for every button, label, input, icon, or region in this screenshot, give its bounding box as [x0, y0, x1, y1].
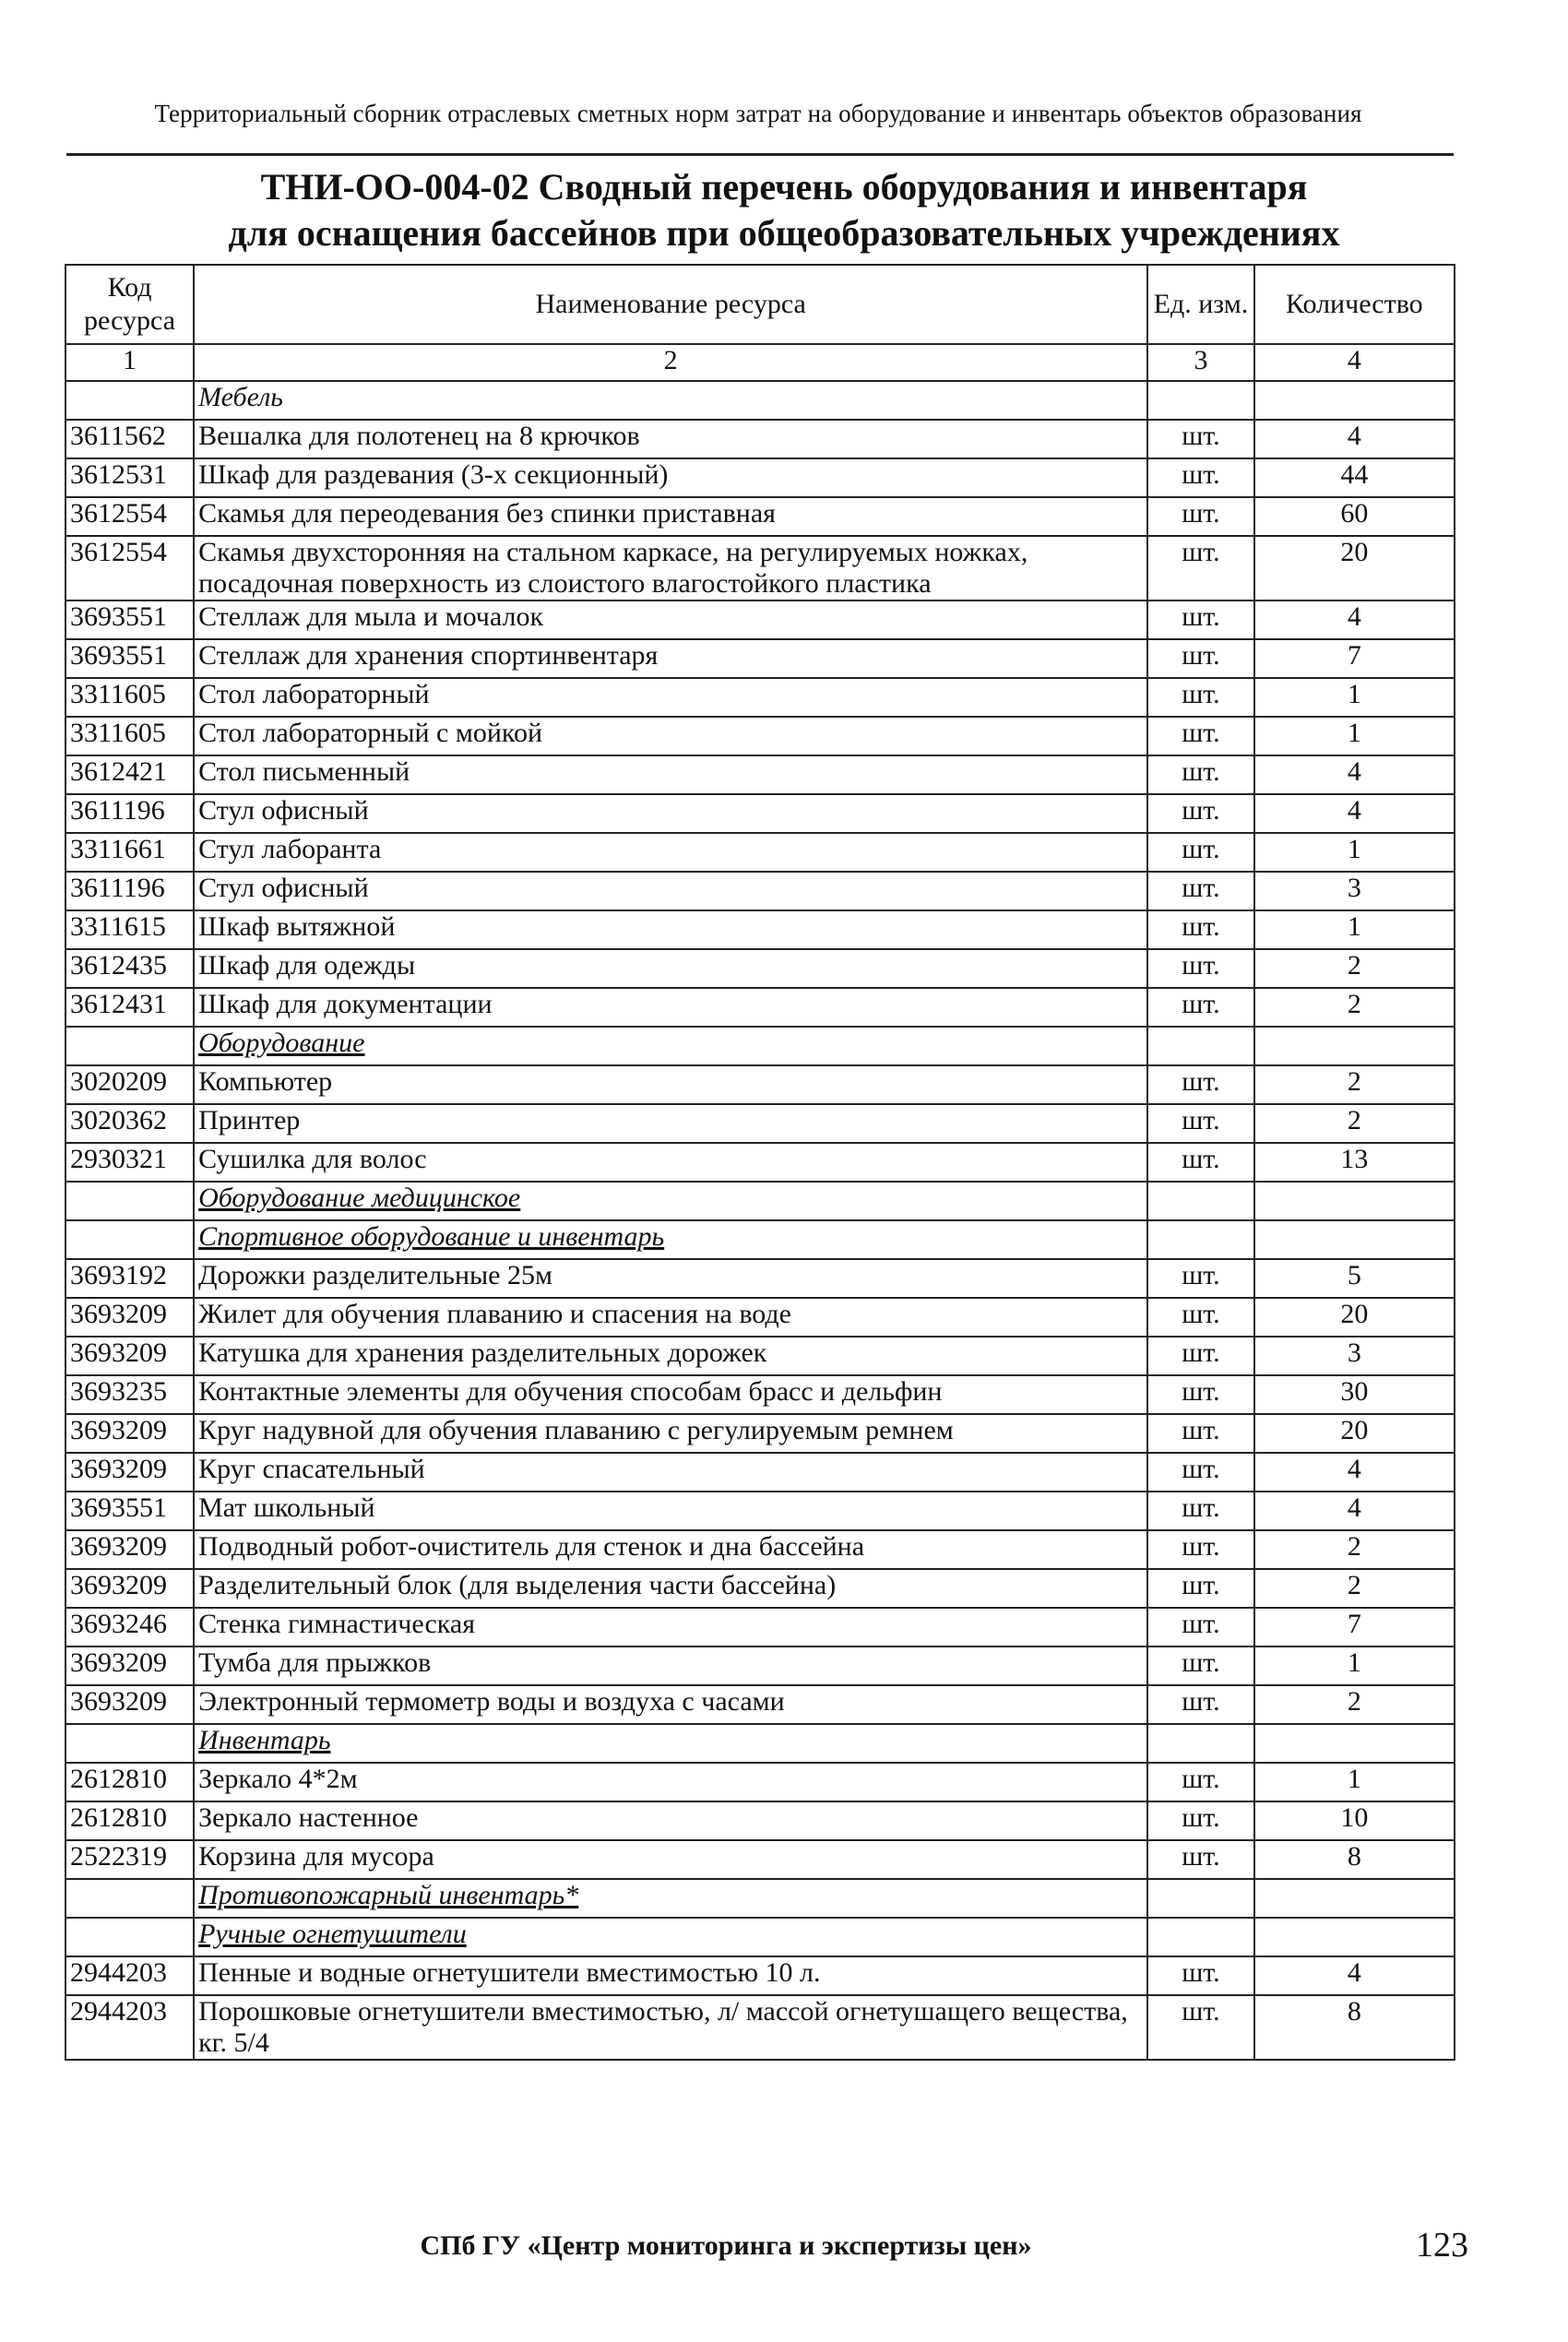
unit-cell: шт.: [1147, 988, 1253, 1027]
quantity-cell: 2: [1254, 949, 1455, 988]
column-numbers-row: [65, 344, 1455, 381]
section-row: [65, 1918, 1455, 1956]
unit-cell: шт.: [1147, 1763, 1253, 1801]
code-cell: 3611196: [65, 872, 194, 910]
code-cell: 3612554: [65, 497, 194, 536]
name-cell: Круг надувной для обучения плаванию с регулируемым ремнем: [194, 1414, 1147, 1453]
empty-cell: [1254, 1027, 1455, 1065]
unit-cell: шт.: [1147, 1530, 1253, 1569]
quantity-cell: 20: [1254, 1414, 1455, 1453]
section-row: [65, 1724, 1455, 1763]
document-title: [66, 164, 1502, 256]
unit-cell: шт.: [1147, 600, 1253, 639]
unit-cell: шт.: [1147, 1375, 1253, 1414]
header-rule: [66, 153, 1454, 156]
unit-cell: шт.: [1147, 1647, 1253, 1685]
code-cell: 3612421: [65, 755, 194, 794]
unit-cell: шт.: [1147, 755, 1253, 794]
table-row: [65, 1104, 1455, 1143]
name-cell: Шкаф для документации: [194, 988, 1147, 1027]
section-title: Оборудование медицинское: [194, 1182, 1147, 1220]
table-row: [65, 1259, 1455, 1298]
code-cell: 3693209: [65, 1685, 194, 1724]
code-cell: 2612810: [65, 1763, 194, 1801]
code-cell: 3693209: [65, 1298, 194, 1337]
empty-cell: [1147, 1027, 1253, 1065]
code-cell: 3612435: [65, 949, 194, 988]
table-row: [65, 717, 1455, 755]
empty-cell: [1254, 1918, 1455, 1956]
code-cell: 3693551: [65, 1492, 194, 1530]
table-row: [65, 600, 1455, 639]
code-cell: 3693209: [65, 1569, 194, 1608]
code-cell: 2944203: [65, 1956, 194, 1995]
unit-cell: шт.: [1147, 1569, 1253, 1608]
column-number: 1: [65, 344, 194, 381]
unit-cell: шт.: [1147, 639, 1253, 678]
quantity-cell: 2: [1254, 1065, 1455, 1104]
section-row: [65, 1220, 1455, 1259]
column-header-code: Код ресурса: [65, 265, 194, 344]
quantity-cell: 2: [1254, 1569, 1455, 1608]
quantity-cell: 4: [1254, 420, 1455, 458]
name-cell: Электронный термометр воды и воздуха с часами: [194, 1685, 1147, 1724]
table-row: [65, 949, 1455, 988]
quantity-cell: 4: [1254, 794, 1455, 833]
unit-cell: шт.: [1147, 497, 1253, 536]
column-header-unit: Ед. изм.: [1147, 265, 1253, 344]
table-row: [65, 1143, 1455, 1182]
code-cell: 3693235: [65, 1375, 194, 1414]
table-row: [65, 1685, 1455, 1724]
quantity-cell: 4: [1254, 755, 1455, 794]
quantity-cell: 4: [1254, 1956, 1455, 1995]
code-cell: 3612431: [65, 988, 194, 1027]
unit-cell: шт.: [1147, 1065, 1253, 1104]
section-title: Оборудование: [194, 1027, 1147, 1065]
name-cell: Принтер: [194, 1104, 1147, 1143]
code-cell: 3693192: [65, 1259, 194, 1298]
unit-cell: шт.: [1147, 678, 1253, 717]
section-title: Мебель: [194, 381, 1147, 420]
unit-cell: шт.: [1147, 1104, 1253, 1143]
name-cell: Разделительный блок (для выделения части бассейна): [194, 1569, 1147, 1608]
unit-cell: шт.: [1147, 1608, 1253, 1647]
name-cell: Порошковые огнетушители вместимостью, л/ массой огнетушащего вещества, кг. 5/4: [194, 1995, 1147, 2060]
table-row: [65, 1065, 1455, 1104]
empty-cell: [1254, 1182, 1455, 1220]
empty-cell: [1147, 1879, 1253, 1918]
table-row: [65, 1453, 1455, 1492]
column-number: 2: [194, 344, 1147, 381]
unit-cell: шт.: [1147, 1801, 1253, 1840]
name-cell: Скамья для переодевания без спинки приставная: [194, 497, 1147, 536]
quantity-cell: 1: [1254, 910, 1455, 949]
empty-cell: [65, 1724, 194, 1763]
unit-cell: шт.: [1147, 1453, 1253, 1492]
table-row: [65, 536, 1455, 600]
code-cell: 3311605: [65, 717, 194, 755]
code-cell: 3693551: [65, 639, 194, 678]
empty-cell: [65, 1879, 194, 1918]
name-cell: Стул офисный: [194, 872, 1147, 910]
empty-cell: [1147, 381, 1253, 420]
code-cell: 2930321: [65, 1143, 194, 1182]
code-cell: 3611196: [65, 794, 194, 833]
quantity-cell: 1: [1254, 833, 1455, 872]
unit-cell: шт.: [1147, 458, 1253, 497]
quantity-cell: 4: [1254, 1453, 1455, 1492]
quantity-cell: 8: [1254, 1840, 1455, 1879]
quantity-cell: 1: [1254, 678, 1455, 717]
name-cell: Шкаф для раздевания (3-х секционный): [194, 458, 1147, 497]
title-line-1: ТНИ-ОО-004-02 Сводный перечень оборудования и инвентаря: [260, 166, 1308, 208]
table-row: [65, 988, 1455, 1027]
name-cell: Стул лаборанта: [194, 833, 1147, 872]
empty-cell: [65, 1182, 194, 1220]
table-row: [65, 1375, 1455, 1414]
unit-cell: шт.: [1147, 1995, 1253, 2060]
code-cell: 3693209: [65, 1453, 194, 1492]
name-cell: Стол лабораторный: [194, 678, 1147, 717]
empty-cell: [65, 1220, 194, 1259]
table-row: [65, 1530, 1455, 1569]
empty-cell: [1254, 1220, 1455, 1259]
quantity-cell: 2: [1254, 1685, 1455, 1724]
section-row: [65, 1879, 1455, 1918]
quantity-cell: 7: [1254, 1608, 1455, 1647]
unit-cell: шт.: [1147, 1259, 1253, 1298]
name-cell: Вешалка для полотенец на 8 крючков: [194, 420, 1147, 458]
table-row: [65, 1995, 1455, 2060]
code-cell: 2944203: [65, 1995, 194, 2060]
table-row: [65, 497, 1455, 536]
column-number: 4: [1254, 344, 1455, 381]
table-row: [65, 1337, 1455, 1375]
name-cell: Скамья двухсторонняя на стальном каркасе, на регулируемых ножках, посадочная поверхность из слоистого влагостойкого пластика: [194, 536, 1147, 600]
quantity-cell: 1: [1254, 1763, 1455, 1801]
unit-cell: шт.: [1147, 536, 1253, 600]
name-cell: Тумба для прыжков: [194, 1647, 1147, 1685]
table-row: [65, 794, 1455, 833]
quantity-cell: 20: [1254, 536, 1455, 600]
name-cell: Стол письменный: [194, 755, 1147, 794]
unit-cell: шт.: [1147, 794, 1253, 833]
code-cell: 3693209: [65, 1647, 194, 1685]
table-row: [65, 1763, 1455, 1801]
unit-cell: шт.: [1147, 1956, 1253, 1995]
name-cell: Шкаф для одежды: [194, 949, 1147, 988]
column-number: 3: [1147, 344, 1253, 381]
unit-cell: шт.: [1147, 1143, 1253, 1182]
empty-cell: [65, 381, 194, 420]
name-cell: Катушка для хранения разделительных дорожек: [194, 1337, 1147, 1375]
quantity-cell: 2: [1254, 1530, 1455, 1569]
unit-cell: шт.: [1147, 833, 1253, 872]
empty-cell: [1254, 381, 1455, 420]
section-title: Спортивное оборудование и инвентарь: [194, 1220, 1147, 1259]
name-cell: Стенка гимнастическая: [194, 1608, 1147, 1647]
table-header-row: [65, 265, 1455, 344]
empty-cell: [1147, 1220, 1253, 1259]
unit-cell: шт.: [1147, 1840, 1253, 1879]
empty-cell: [1254, 1724, 1455, 1763]
table-row: [65, 1569, 1455, 1608]
name-cell: Стол лабораторный с мойкой: [194, 717, 1147, 755]
table-row: [65, 755, 1455, 794]
code-cell: 3693551: [65, 600, 194, 639]
table-row: [65, 1608, 1455, 1647]
name-cell: Пенные и водные огнетушители вместимостью 10 л.: [194, 1956, 1147, 1995]
quantity-cell: 8: [1254, 1995, 1455, 2060]
quantity-cell: 3: [1254, 1337, 1455, 1375]
code-cell: 3693209: [65, 1414, 194, 1453]
unit-cell: шт.: [1147, 910, 1253, 949]
empty-cell: [1147, 1918, 1253, 1956]
page-number: 123: [1416, 2226, 1468, 2265]
empty-cell: [1147, 1724, 1253, 1763]
quantity-cell: 5: [1254, 1259, 1455, 1298]
quantity-cell: 2: [1254, 988, 1455, 1027]
unit-cell: шт.: [1147, 1492, 1253, 1530]
code-cell: 3693209: [65, 1337, 194, 1375]
table-row: [65, 910, 1455, 949]
quantity-cell: 20: [1254, 1298, 1455, 1337]
empty-cell: [1147, 1182, 1253, 1220]
name-cell: Зеркало настенное: [194, 1801, 1147, 1840]
code-cell: 2612810: [65, 1801, 194, 1840]
name-cell: Шкаф вытяжной: [194, 910, 1147, 949]
unit-cell: шт.: [1147, 1298, 1253, 1337]
column-header-name: Наименование ресурса: [194, 265, 1147, 344]
quantity-cell: 1: [1254, 717, 1455, 755]
name-cell: Подводный робот-очиститель для стенок и дна бассейна: [194, 1530, 1147, 1569]
column-header-quantity: Количество: [1254, 265, 1455, 344]
code-cell: 2522319: [65, 1840, 194, 1879]
quantity-cell: 30: [1254, 1375, 1455, 1414]
name-cell: Сушилка для волос: [194, 1143, 1147, 1182]
code-cell: 3611562: [65, 420, 194, 458]
table-row: [65, 1801, 1455, 1840]
empty-cell: [65, 1027, 194, 1065]
table-row: [65, 1840, 1455, 1879]
table-row: [65, 833, 1455, 872]
quantity-cell: 1: [1254, 1647, 1455, 1685]
quantity-cell: 2: [1254, 1104, 1455, 1143]
name-cell: Дорожки разделительные 25м: [194, 1259, 1147, 1298]
code-cell: 3612554: [65, 536, 194, 600]
table-row: [65, 1298, 1455, 1337]
quantity-cell: 13: [1254, 1143, 1455, 1182]
unit-cell: шт.: [1147, 1337, 1253, 1375]
table-row: [65, 420, 1455, 458]
code-cell: 3020209: [65, 1065, 194, 1104]
unit-cell: шт.: [1147, 1414, 1253, 1453]
quantity-cell: 4: [1254, 600, 1455, 639]
table-row: [65, 1647, 1455, 1685]
section-row: [65, 1027, 1455, 1065]
table-body: [65, 381, 1455, 2060]
table-row: [65, 1492, 1455, 1530]
running-header: Территориальный сборник отраслевых сметных норм затрат на оборудование и инвентарь объектов образования: [154, 100, 1362, 127]
table-row: [65, 639, 1455, 678]
section-row: [65, 381, 1455, 420]
quantity-cell: 3: [1254, 872, 1455, 910]
name-cell: Жилет для обучения плаванию и спасения на воде: [194, 1298, 1147, 1337]
empty-cell: [1254, 1879, 1455, 1918]
code-cell: 3311615: [65, 910, 194, 949]
name-cell: Стул офисный: [194, 794, 1147, 833]
name-cell: Стеллаж для хранения спортинвентаря: [194, 639, 1147, 678]
code-cell: 3311661: [65, 833, 194, 872]
unit-cell: шт.: [1147, 1685, 1253, 1724]
name-cell: Мат школьный: [194, 1492, 1147, 1530]
table-row: [65, 458, 1455, 497]
code-cell: 3311605: [65, 678, 194, 717]
quantity-cell: 44: [1254, 458, 1455, 497]
quantity-cell: 4: [1254, 1492, 1455, 1530]
unit-cell: шт.: [1147, 872, 1253, 910]
title-line-2: для оснащения бассейнов при общеобразовательных учреждениях: [228, 212, 1340, 254]
table-row: [65, 872, 1455, 910]
quantity-cell: 10: [1254, 1801, 1455, 1840]
code-cell: 3693246: [65, 1608, 194, 1647]
quantity-cell: 7: [1254, 639, 1455, 678]
name-cell: Стеллаж для мыла и мочалок: [194, 600, 1147, 639]
unit-cell: шт.: [1147, 717, 1253, 755]
name-cell: Компьютер: [194, 1065, 1147, 1104]
name-cell: Зеркало 4*2м: [194, 1763, 1147, 1801]
name-cell: Круг спасательный: [194, 1453, 1147, 1492]
name-cell: Контактные элементы для обучения способам брасс и дельфин: [194, 1375, 1147, 1414]
resources-table: [65, 264, 1455, 2061]
code-cell: 3020362: [65, 1104, 194, 1143]
unit-cell: шт.: [1147, 949, 1253, 988]
code-cell: 3612531: [65, 458, 194, 497]
table-row: [65, 678, 1455, 717]
code-cell: 3693209: [65, 1530, 194, 1569]
section-title: Инвентарь: [194, 1724, 1147, 1763]
table-row: [65, 1956, 1455, 1995]
section-row: [65, 1182, 1455, 1220]
unit-cell: шт.: [1147, 420, 1253, 458]
name-cell: Корзина для мусора: [194, 1840, 1147, 1879]
empty-cell: [65, 1918, 194, 1956]
table-row: [65, 1414, 1455, 1453]
footer-organization: СПб ГУ «Центр мониторинга и экспертизы цен»: [420, 2230, 1032, 2261]
section-title: Противопожарный инвентарь*: [194, 1879, 1147, 1918]
quantity-cell: 60: [1254, 497, 1455, 536]
section-title: Ручные огнетушители: [194, 1918, 1147, 1956]
